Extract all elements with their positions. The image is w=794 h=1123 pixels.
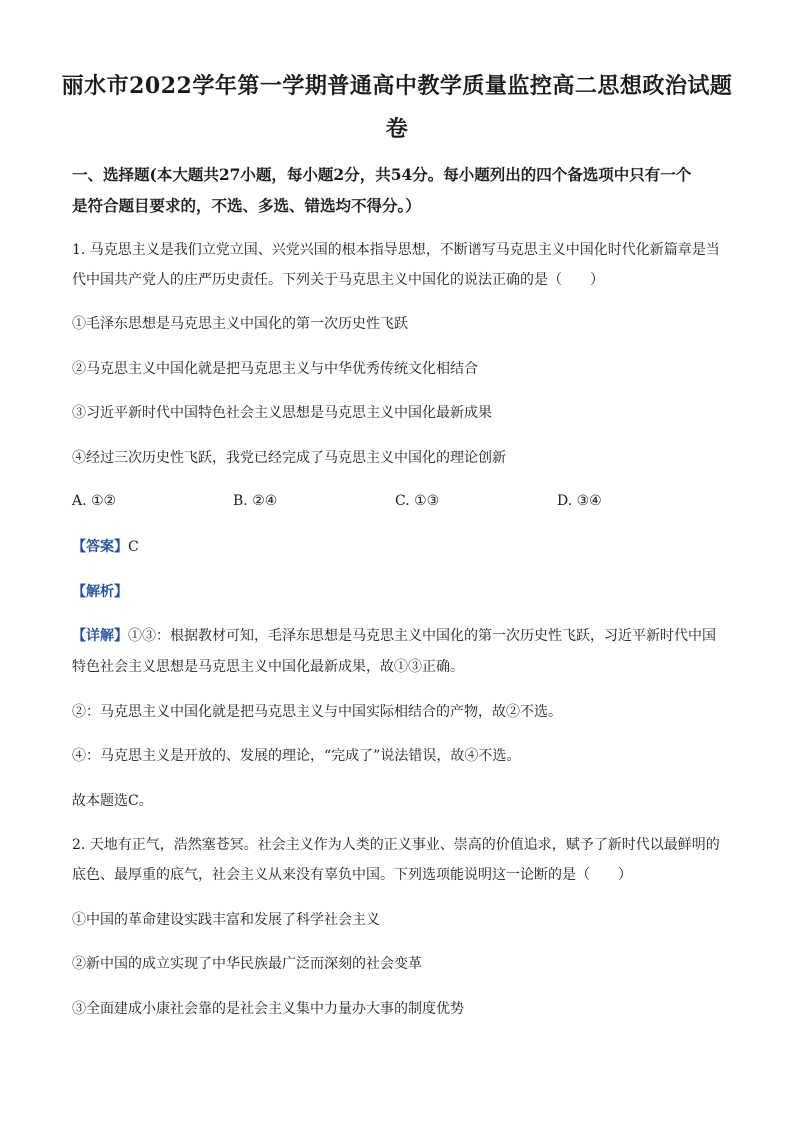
section-heading-line-2: 是符合题目要求的，不选、多选、错选均不得分。） (72, 196, 421, 215)
section-heading-line-1: 一、选择题(本大题共27小题，每小题2分，共54分。每小题列出的四个备选项中只有一个 (72, 165, 692, 184)
q1-detail-line-1 (72, 626, 732, 646)
q2-statement-1: ①中国的革命建设实践丰富和发展了科学社会主义 (72, 912, 380, 928)
q1-stem-line-1: 1. 马克思主义是我们立党立国、兴党兴国的根本指导思想，不断谱写马克思主义中国化时代化新篇章是当 (72, 242, 720, 258)
answer-value: C (128, 539, 139, 555)
q1-statement-3: ③习近平新时代中国特色社会主义思想是马克思主义中国化最新成果 (72, 405, 492, 421)
detail-text-1: ①③：根据教材可知，毛泽东思想是马克思主义中国化的第一次历史性飞跃，习近平新时代中国 (128, 628, 716, 644)
q2-statement-3: ③全面建成小康社会靠的是社会主义集中力量办大事的制度优势 (72, 1001, 464, 1017)
analysis-tag: 【解析】 (72, 584, 128, 600)
q1-detail-line-4: ④：马克思主义是开放的、发展的理论，“完成了”说法错误，故④不选。 (72, 748, 521, 764)
exam-title-line-2: 卷 (385, 116, 409, 142)
q2-stem-line-2: 底色、最厚重的底气，社会主义从来没有辜负中国。下列选项能说明这一论断的是（ ） (72, 867, 632, 883)
q1-statement-1: ①毛泽东思想是马克思主义中国化的第一次历史性飞跃 (72, 316, 408, 332)
q1-option-b: B. ②④ (233, 493, 278, 509)
q1-option-d: D. ③④ (557, 493, 602, 509)
q1-answer (72, 537, 732, 557)
q1-statement-4: ④经过三次历史性飞跃，我党已经完成了马克思主义中国化的理论创新 (72, 450, 506, 466)
q1-option-a: A. ①② (72, 493, 117, 509)
q1-option-c: C. ①③ (395, 493, 440, 509)
q1-stem-line-2: 代中国共产党人的庄严历史责任。下列关于马克思主义中国化的说法正确的是（ ） (72, 272, 604, 288)
q1-analysis (72, 582, 732, 602)
q2-stem-line-1: 2. 天地有正气，浩然塞苍冥。社会主义作为人类的正义事业、崇高的价值追求，赋予了新时代以最鲜明的 (72, 837, 720, 853)
q1-detail-line-3: ②：马克思主义中国化就是把马克思主义与中国实际相结合的产物，故②不选。 (72, 704, 562, 720)
detail-tag: 【详解】 (72, 628, 128, 644)
answer-tag: 【答案】 (72, 539, 128, 555)
q2-statement-2: ②新中国的成立实现了中华民族最广泛而深刻的社会变革 (72, 956, 422, 972)
q1-statement-2: ②马克思主义中国化就是把马克思主义与中华优秀传统文化相结合 (72, 361, 478, 377)
q1-detail-line-2: 特色社会主义思想是马克思主义中国化最新成果，故①③正确。 (72, 659, 464, 675)
q1-conclusion: 故本题选C。 (72, 793, 153, 809)
exam-title-line-1: 丽水市2022学年第一学期普通高中教学质量监控高二思想政治试题 (61, 73, 733, 99)
